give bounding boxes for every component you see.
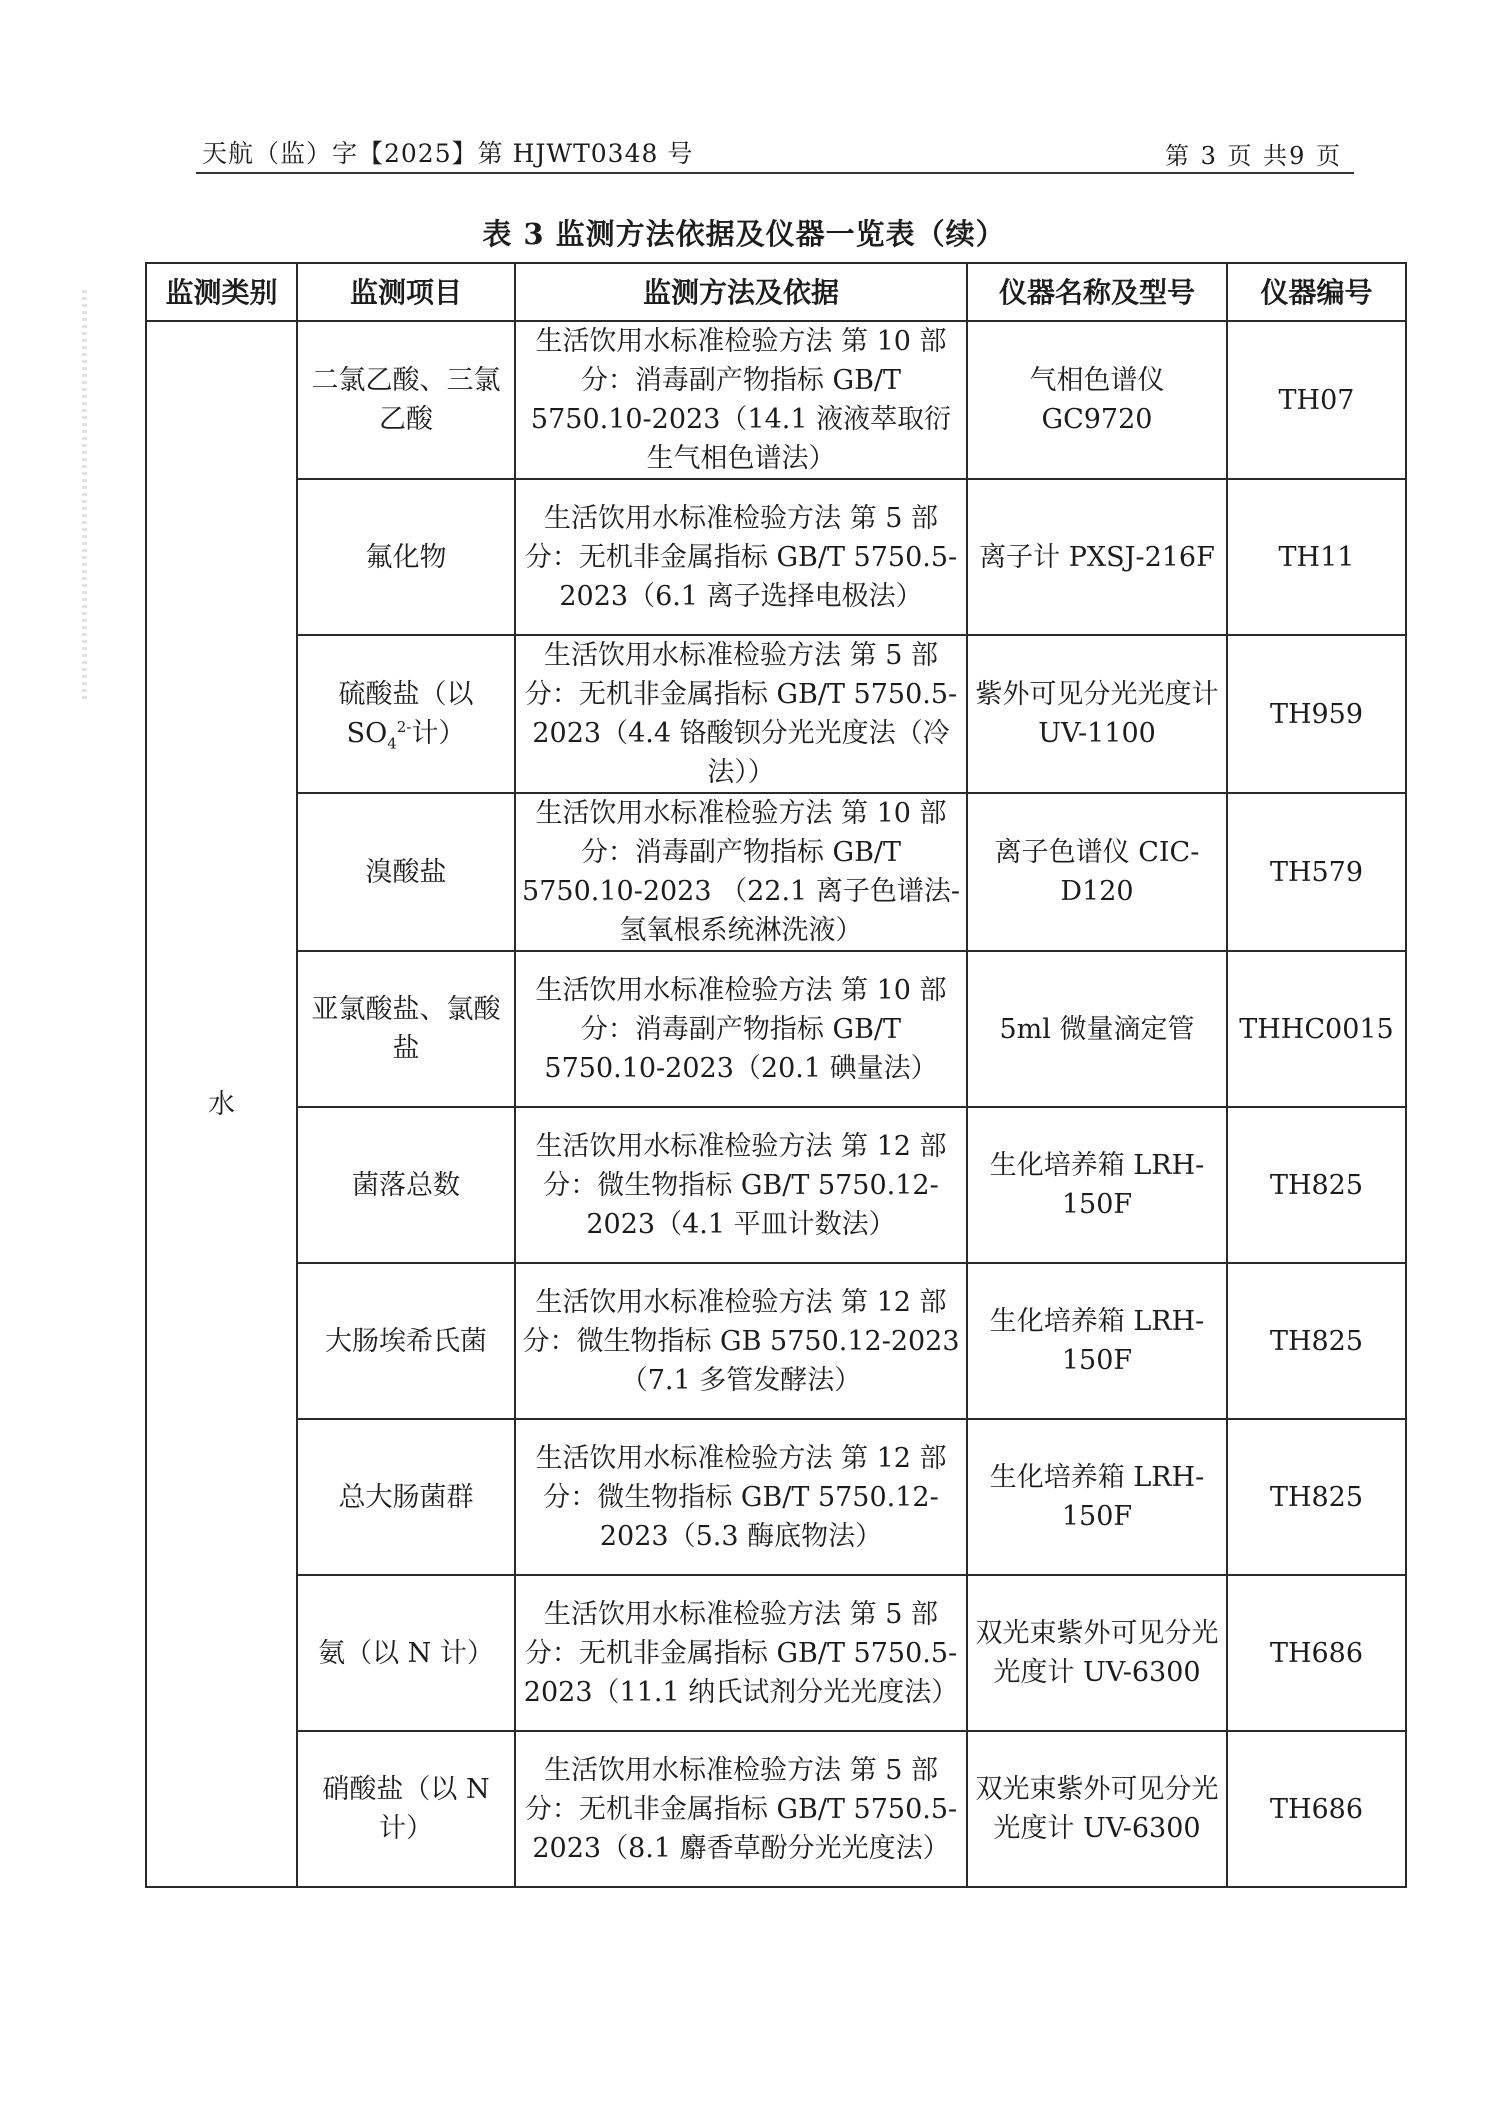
page-header — [202, 134, 1348, 176]
item-cell: 氟化物 — [297, 479, 515, 635]
column-header-instrument: 仪器名称及型号 — [967, 263, 1227, 321]
table-row — [146, 1575, 1406, 1731]
instrument-cell: 5ml 微量滴定管 — [967, 951, 1227, 1107]
item-cell — [297, 635, 515, 793]
instrument-id-cell: TH825 — [1227, 1419, 1406, 1575]
table-row — [146, 951, 1406, 1107]
item-cell: 二氯乙酸、三氯乙酸 — [297, 321, 515, 479]
instrument-cell: 气相色谱仪 GC9720 — [967, 321, 1227, 479]
document-number: 天航（监）字【2025】第 HJWT0348 号 — [202, 139, 694, 168]
method-cell: 生活饮用水标准检验方法 第 10 部分：消毒副产物指标 GB/T 5750.10-2023 （22.1 离子色谱法-氢氧根系统淋洗液） — [515, 793, 967, 951]
item-cell: 菌落总数 — [297, 1107, 515, 1263]
column-header-method: 监测方法及依据 — [515, 263, 967, 321]
formula-superscript: 2- — [396, 718, 412, 736]
instrument-id-cell: TH686 — [1227, 1731, 1406, 1887]
method-cell: 生活饮用水标准检验方法 第 5 部分：无机非金属指标 GB/T 5750.5-2023（8.1 麝香草酚分光光度法） — [515, 1731, 967, 1887]
table-row — [146, 1263, 1406, 1419]
method-cell: 生活饮用水标准检验方法 第 5 部分：无机非金属指标 GB/T 5750.5-2023（11.1 纳氏试剂分光光度法） — [515, 1575, 967, 1731]
column-header-item: 监测项目 — [297, 263, 515, 321]
item-cell: 氨（以 N 计） — [297, 1575, 515, 1731]
table-row — [146, 793, 1406, 951]
item-cell: 溴酸盐 — [297, 793, 515, 951]
instrument-cell: 双光束紫外可见分光光度计 UV-6300 — [967, 1731, 1227, 1887]
instrument-cell: 生化培养箱 LRH-150F — [967, 1263, 1227, 1419]
formula-subscript: 4 — [387, 734, 397, 753]
instrument-cell: 离子色谱仪 CIC-D120 — [967, 793, 1227, 951]
category-cell: 水 — [146, 321, 297, 1887]
method-cell: 生活饮用水标准检验方法 第 12 部分：微生物指标 GB 5750.12-2023（7.1 多管发酵法） — [515, 1263, 967, 1419]
instrument-id-cell: TH686 — [1227, 1575, 1406, 1731]
table-row — [146, 635, 1406, 793]
method-cell: 生活饮用水标准检验方法 第 5 部分：无机非金属指标 GB/T 5750.5-2023（4.4 铬酸钡分光光度法（冷法）） — [515, 635, 967, 793]
item-cell: 硝酸盐（以 N 计） — [297, 1731, 515, 1887]
instrument-id-cell: TH07 — [1227, 321, 1406, 479]
method-cell: 生活饮用水标准检验方法 第 12 部分：微生物指标 GB/T 5750.12-2023（4.1 平皿计数法） — [515, 1107, 967, 1263]
table-caption: 表 3 监测方法依据及仪器一览表（续） — [482, 217, 1006, 251]
formula-tail: 计） — [411, 718, 466, 749]
column-header-category: 监测类别 — [146, 263, 297, 321]
item-cell: 亚氯酸盐、氯酸盐 — [297, 951, 515, 1107]
instrument-cell: 生化培养箱 LRH-150F — [967, 1419, 1227, 1575]
instrument-id-cell: TH579 — [1227, 793, 1406, 951]
method-cell: 生活饮用水标准检验方法 第 10 部分：消毒副产物指标 GB/T 5750.10-2023（14.1 液液萃取衍生气相色谱法） — [515, 321, 967, 479]
method-instrument-table — [145, 262, 1407, 1888]
table-row — [146, 321, 1406, 479]
instrument-cell: 离子计 PXSJ-216F — [967, 479, 1227, 635]
instrument-cell: 紫外可见分光光度计 UV-1100 — [967, 635, 1227, 793]
table-header-row — [146, 263, 1406, 321]
instrument-cell: 生化培养箱 LRH-150F — [967, 1107, 1227, 1263]
instrument-id-cell: THHC0015 — [1227, 951, 1406, 1107]
scan-artifact — [82, 290, 87, 700]
instrument-id-cell: TH959 — [1227, 635, 1406, 793]
table-row — [146, 1731, 1406, 1887]
header-divider — [196, 172, 1354, 174]
instrument-cell: 双光束紫外可见分光光度计 UV-6300 — [967, 1575, 1227, 1731]
method-cell: 生活饮用水标准检验方法 第 5 部分：无机非金属指标 GB/T 5750.5-2023（6.1 离子选择电极法） — [515, 479, 967, 635]
column-header-instrument-id: 仪器编号 — [1227, 263, 1406, 321]
instrument-id-cell: TH825 — [1227, 1263, 1406, 1419]
method-cell: 生活饮用水标准检验方法 第 12 部分：微生物指标 GB/T 5750.12-2023（5.3 酶底物法） — [515, 1419, 967, 1575]
page-indicator: 第 3 页 共9 页 — [1164, 142, 1342, 170]
method-cell: 生活饮用水标准检验方法 第 10 部分：消毒副产物指标 GB/T 5750.10-2023（20.1 碘量法） — [515, 951, 967, 1107]
instrument-id-cell: TH825 — [1227, 1107, 1406, 1263]
item-cell: 大肠埃希氏菌 — [297, 1263, 515, 1419]
instrument-id-cell: TH11 — [1227, 479, 1406, 635]
item-cell: 总大肠菌群 — [297, 1419, 515, 1575]
formula-base: SO — [346, 718, 388, 749]
table-row — [146, 1419, 1406, 1575]
table-row — [146, 479, 1406, 635]
item-text: 硫酸盐（以 — [338, 679, 474, 710]
table-row — [146, 1107, 1406, 1263]
